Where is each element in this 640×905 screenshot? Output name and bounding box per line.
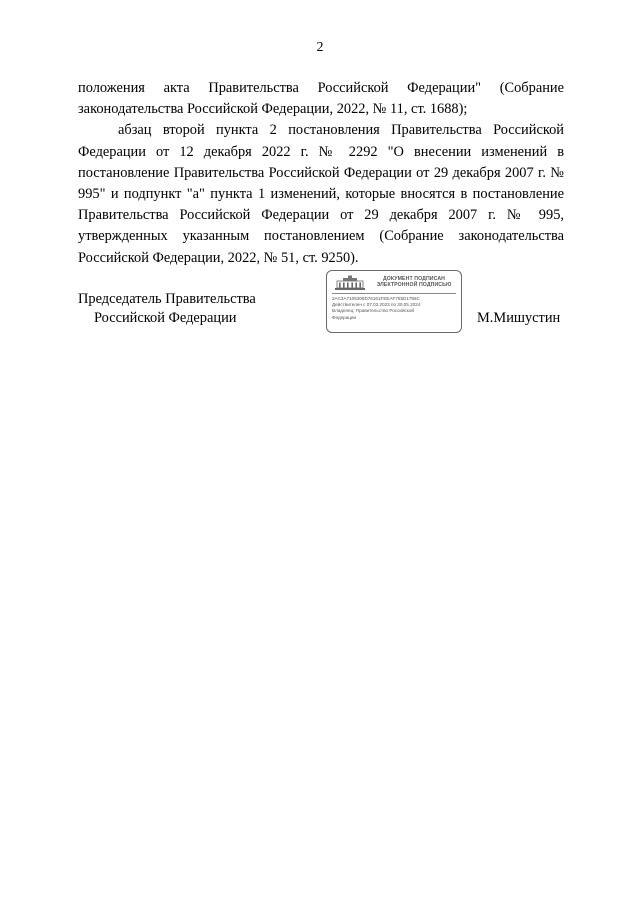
paragraph-amendment: абзац второй пункта 2 постановления Правительства Российской Федерации от 12 декабря 2022 г. № 2292 "О внесении изменений в постановление Правительства Российской Федерации от 29 декабря 2007 г. № 995" и подпункт "а" пункта 1 изменений, которые вносятся в постановление Правительства Российской Федерации от 29 декабря 2007 г. № 995, утвержденных указанным постановлением (Собрание законодательства Российской Федерации, 2022, № 51, ст. 9250). <box>78 122 564 266</box>
electronic-signature-stamp <box>326 270 462 333</box>
signatory-position <box>78 290 256 328</box>
stamp-title <box>369 276 459 289</box>
stamp-validity: Действителен с 07.03.2023 по 30.05.2024 <box>332 302 421 308</box>
stamp-details <box>332 296 458 321</box>
government-building-icon <box>333 275 367 291</box>
stamp-title-line2: ЭЛЕКТРОННОЙ ПОДПИСЬЮ <box>376 282 452 289</box>
paragraph-continuation: положения акта Правительства Российской Федерации" (Собрание законодательства Российской Федерации, 2022, № 11, ст. 1688); <box>78 80 564 118</box>
signer-name: М.Мишустин <box>477 310 561 326</box>
stamp-serial: 2AC3A7105308D76161FEEAF765D1786C <box>332 296 420 301</box>
page-number: 2 <box>316 40 324 55</box>
stamp-owner-line2: Федерации <box>332 314 357 320</box>
stamp-divider <box>332 293 456 294</box>
stamp-title-line1: ДОКУМЕНТ ПОДПИСАН <box>382 276 446 282</box>
signatory-position-line1: Председатель Правительства <box>78 291 256 307</box>
stamp-owner-line1: Владелец: Правительство Российской <box>332 308 414 314</box>
signatory-position-line2: Российской Федерации <box>94 310 237 326</box>
document-body <box>78 78 564 269</box>
